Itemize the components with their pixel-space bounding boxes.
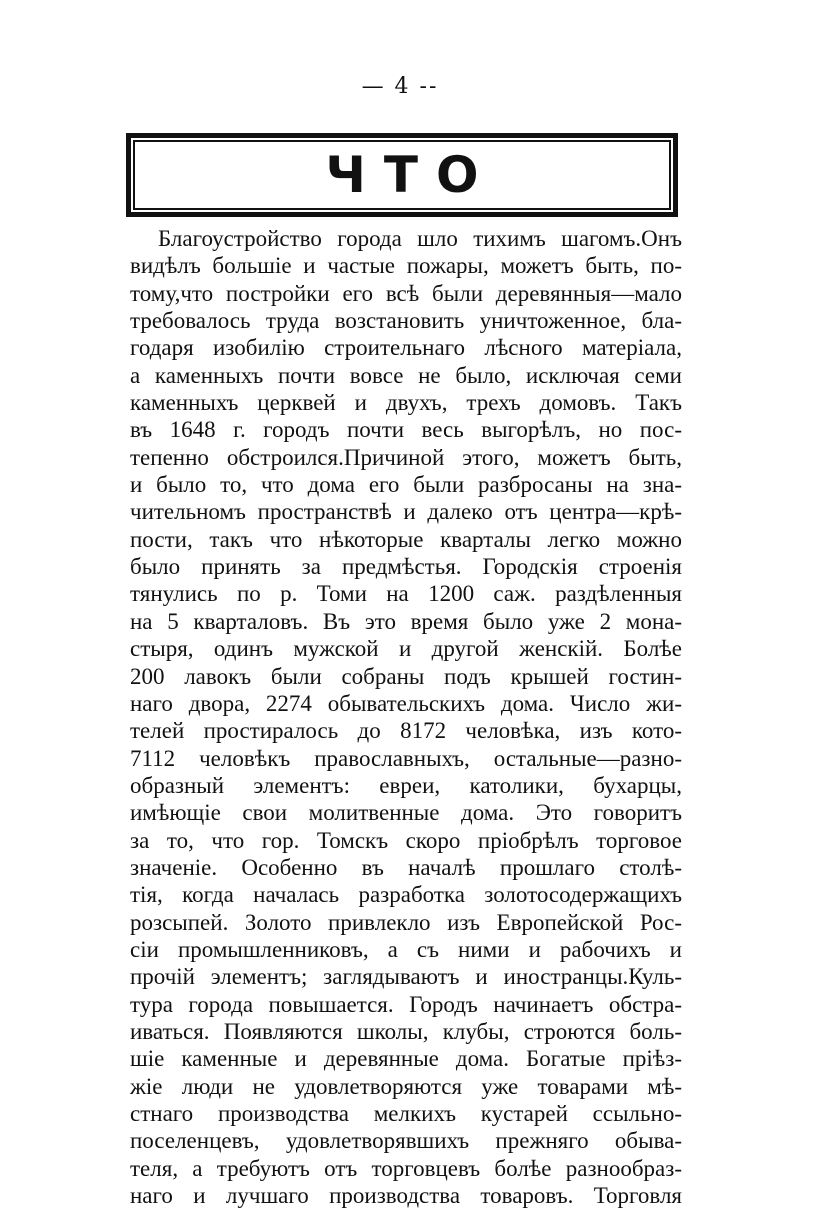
text-line: розсыпей. Золото привлекло изъ Европейской Рос- — [130, 909, 682, 935]
text-line: чительномъ пространствѣ и далеко отъ центра—крѣ- — [130, 499, 682, 525]
text-line: было принять за предмѣстья. Городскія строенія — [130, 554, 682, 580]
text-line: въ 1648 г. городъ почти весь выгорѣлъ, но пос- — [130, 417, 682, 443]
text-line: тура города повышается. Городъ начинаетъ обстра- — [130, 991, 682, 1017]
text-line: поселенцевъ, удовлетворявшихъ прежняго обыва- — [130, 1128, 682, 1154]
text-line: тепенно обстроился.Причиной этого, можетъ быть, — [130, 444, 682, 470]
text-line: сіи промышленниковъ, а съ ними и рабочихъ и — [130, 936, 682, 962]
text-line: наго и лучшаго производства товаровъ. Торговля — [130, 1183, 682, 1209]
text-line: и было то, что дома его были разбросаны на зна- — [130, 472, 682, 498]
text-line: шіе каменные и деревянные дома. Богатые пріѣз- — [130, 1046, 682, 1072]
text-line: за то, что гор. Томскъ скоро пріобрѣлъ торговое — [130, 827, 682, 853]
text-line: жіе люди не удовлетворяются уже товарами мѣ- — [130, 1073, 682, 1099]
text-line: Благоустройство города шло тихимъ шагомъ.Онъ — [158, 226, 682, 251]
text-line: на 5 кварталовъ. Въ это время было уже 2 мона- — [130, 608, 682, 634]
title-frame — [126, 133, 678, 217]
text-line: 200 лавокъ были собраны подъ крышей гостин- — [130, 663, 682, 689]
text-line: каменныхъ церквей и двухъ, трехъ домовъ. Такъ — [130, 390, 682, 416]
page-number: — 4 -- — [361, 74, 439, 99]
text-line: а каменныхъ почти вовсе не было, исключая семи — [130, 362, 682, 388]
text-line: тому,что постройки его всѣ были деревянныя—мало — [130, 280, 682, 306]
text-line: 7112 человѣкъ православныхъ, остальные—разно- — [130, 745, 682, 771]
text-line: наго двора, 2274 обывательскихъ дома. Число жи- — [130, 690, 682, 716]
text-line: тія, когда началась разработка золотосодержащихъ — [130, 882, 682, 908]
text-line: стнаго производства мелкихъ кустарей ссыльно- — [130, 1101, 682, 1126]
text-line: годаря изобилію строительнаго лѣсного матеріала, — [130, 335, 682, 361]
text-line: иваться. Появляются школы, клубы, строются боль- — [130, 1018, 682, 1044]
text-line: видѣлъ большіе и частые пожары, можетъ быть, по- — [130, 253, 682, 279]
text-line: имѣющіе свои молитвенные дома. Это говоритъ — [130, 800, 682, 826]
text-line: стыря, одинъ мужской и другой женскій. Болѣе — [130, 636, 682, 662]
text-line: требовалось труда возстановить уничтоженное, бла- — [130, 308, 682, 334]
text-line: теля, а требуютъ отъ торговцевъ болѣе разнообраз- — [130, 1155, 682, 1181]
text-line: значеніе. Особенно въ началѣ прошлаго столѣ- — [130, 854, 682, 880]
text-line: образный элементъ: евреи, католики, бухарцы, — [130, 772, 682, 798]
text-line: телей простиралось до 8172 человѣка, изъ кото- — [130, 718, 682, 744]
text-line: прочій элементъ; заглядываютъ и иностранцы.Куль- — [130, 964, 682, 990]
text-line: тянулись по р. Томи на 1200 саж. раздѣленныя — [130, 581, 682, 607]
body-text — [130, 225, 682, 1209]
text-line: пости, такъ что нѣкоторые кварталы легко можно — [130, 526, 682, 552]
page-title: ЧТО — [325, 146, 497, 204]
